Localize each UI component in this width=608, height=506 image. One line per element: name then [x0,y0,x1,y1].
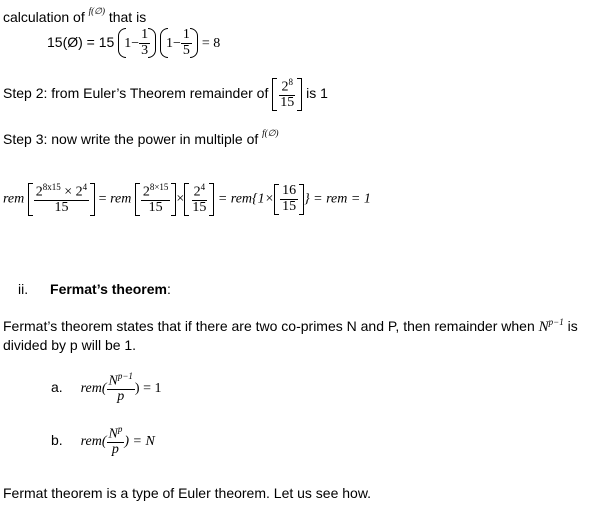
step2-tail: is 1 [306,85,328,102]
step2-bracket [272,78,302,111]
step2-frac [278,78,296,111]
paragraph-fermat-statement [3,317,578,336]
equation-phi-15 [47,28,220,58]
eq2-t1-den: 15 [54,200,69,216]
eq1-paren-2 [160,28,198,58]
text-line-calculation [3,6,147,25]
eq1-paren-1 [118,28,156,58]
para1-text: Fermat’s theorem states that if there are two co-primes N and P, then remainder when [3,318,535,334]
item-a-base: N [108,373,118,389]
eq2-t4-num: 16 [282,183,297,199]
step3-phi-function: f(∅) [262,128,279,138]
item-a-close: ) = 1 [134,381,162,397]
item-b-marker: b. [51,432,63,449]
list-item-a [51,372,161,405]
eq2-frac-3 [190,183,208,216]
eq2-frac-4 [280,184,298,214]
eq2-t1-exp: 8x15 [42,182,61,192]
eq2-t3-den: 15 [192,200,207,216]
step2-den: 15 [280,95,295,111]
eq2-rem-1: rem [3,191,25,207]
eq2-end: } = rem = 1 [304,191,371,207]
step2-exp: 8 [288,77,293,87]
eq2-t2-exp: 8×15 [149,182,169,192]
eq2-bracket-4 [274,184,304,214]
item-a-frac [107,372,135,405]
eq2-bracket-3 [184,183,214,216]
eq1-one-a: 1 [124,35,132,51]
eq2-mid: = rem{1× [217,191,275,207]
step2-base: 2 [281,79,289,95]
eq2-times: × [176,191,185,207]
eq1-den-1: 3 [141,42,149,58]
item-b-den: p [111,442,119,458]
calculation-text: calculation of [3,9,85,25]
para1-power [539,319,564,335]
item-b-close: ) = N [124,434,155,450]
item-a-marker: a. [51,379,63,396]
step-3 [3,128,279,147]
eq2-bracket-2 [135,183,177,216]
list-item-b [51,425,155,458]
eq2-t2-den: 15 [148,200,163,216]
that-is-text: that is [108,9,147,25]
heading-roman-numeral: ii. [18,281,29,297]
eq1-num-2: 1 [182,27,190,42]
para1-power-exp: p−1 [548,317,564,327]
heading-title: Fermat’s theorem [50,281,167,297]
eq1-lhs: 15(Ø) = 15 [47,33,115,50]
closing-text: Fermat theorem is a type of Euler theorem. Let us see how. [3,485,372,501]
eq1-num-1: 1 [141,27,149,42]
eq1-den-2: 5 [182,42,190,58]
eq2-t2-base: 2 [142,184,150,200]
step2-text: Step 2: from Euler’s Theorem remainder of [3,85,269,102]
eq1-frac-2 [181,28,192,58]
item-b-rem: rem( [80,434,107,450]
step3-text: Step 3: now write the power in multiple of [3,131,259,147]
para2-text: divided by p will be 1. [3,337,137,353]
equation-remainder [3,183,371,216]
step-2 [3,78,328,111]
para1-tail: is [567,318,578,334]
eq1-result: = 8 [201,35,221,51]
eq2-t1-times: × [64,184,73,200]
item-a-exp: p−1 [117,371,133,381]
section-heading-fermat [18,281,171,297]
eq1-minus-b: − [173,35,181,51]
eq2-t3-base: 2 [193,184,201,200]
para1-power-base: N [538,319,549,335]
item-b-base: N [108,426,118,442]
eq2-t4-den: 15 [282,199,297,215]
item-a-den: p [117,389,125,405]
eq2-bracket-1 [28,183,95,216]
paragraph-line-2 [3,337,136,353]
eq2-frac-2 [141,183,171,216]
closing-line [3,485,371,501]
eq2-t1-base2: 2 [75,184,83,200]
phi-function: f(∅) [88,6,105,16]
item-b-frac [107,425,125,458]
item-b-exp: p [117,424,123,434]
eq1-one-b: 1 [166,35,174,51]
eq2-t1-exp2: 4 [82,182,88,192]
eq2-equals-1: = [98,191,107,207]
eq2-t3-exp: 4 [200,182,206,192]
eq2-frac-1 [34,183,89,216]
eq1-minus-a: − [131,35,140,51]
eq1-frac-1 [139,28,150,58]
heading-colon: : [166,281,171,297]
eq2-t1-base: 2 [35,184,43,200]
eq2-rem-2: rem [110,191,132,207]
item-a-rem: rem( [80,381,107,397]
